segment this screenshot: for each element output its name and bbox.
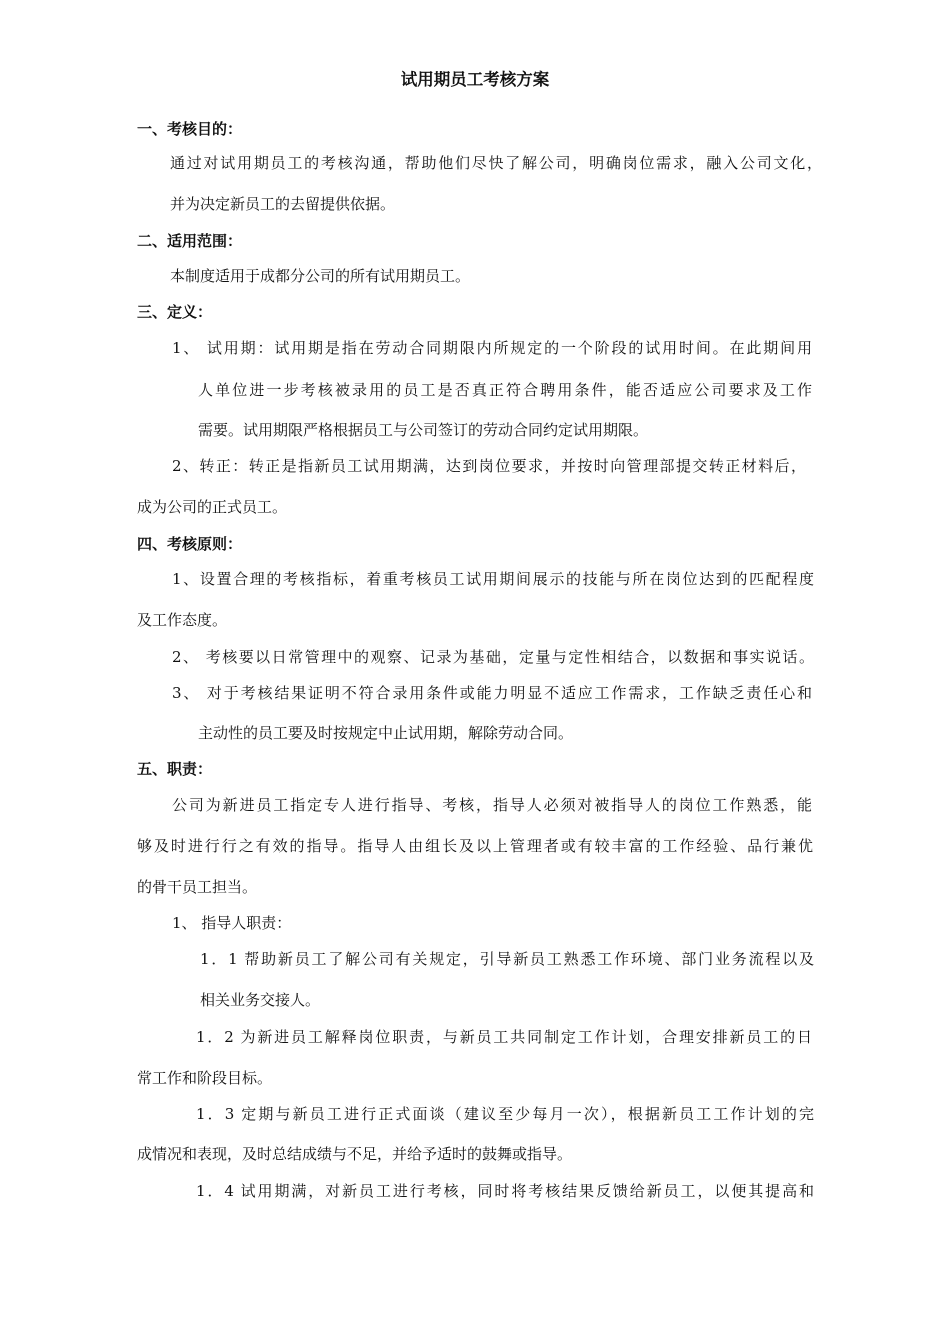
paragraph-line: 通过对试用期员工的考核沟通，帮助他们尽快了解公司，明确岗位需求，融入公司文化， (170, 154, 822, 172)
paragraph-line: 的骨干员工担当。 (137, 878, 258, 896)
paragraph-line: 1、 指导人职责： (172, 914, 292, 932)
paragraph-line: 1．4 试用期满，对新员工进行考核，同时将考核结果反馈给新员工，以便其提高和 (196, 1182, 814, 1200)
paragraph-line: 本制度适用于成都分公司的所有试用期员工。 (170, 267, 471, 285)
paragraph-line: 人单位进一步考核被录用的员工是否真正符合聘用条件，能否适应公司要求及工作 (198, 381, 812, 399)
paragraph-line: 1．3 定期与新员工进行正式面谈（建议至少每月一次），根据新员工工作计划的完 (196, 1105, 814, 1123)
paragraph-line: 常工作和阶段目标。 (137, 1069, 273, 1087)
paragraph-line: 2、 考核要以日常管理中的观察、记录为基础，定量与定性相结合，以数据和事实说话。 (172, 648, 814, 666)
paragraph-line: 主动性的员工要及时按规定中止试用期，解除劳动合同。 (198, 724, 574, 742)
section-heading-purpose: 一、考核目的： (137, 120, 243, 138)
section-heading-responsibilities: 五、职责： (137, 760, 213, 778)
paragraph-line: 3、 对于考核结果证明不符合录用条件或能力明显不适应工作需求，工作缺乏责任心和 (172, 684, 812, 702)
section-heading-principles: 四、考核原则： (137, 535, 243, 553)
section-heading-scope: 二、适用范围： (137, 232, 243, 250)
paragraph-line: 需要。试用期限严格根据员工与公司签订的劳动合同约定试用期限。 (198, 421, 649, 439)
paragraph-line: 成情况和表现，及时总结成绩与不足，并给予适时的鼓舞或指导。 (137, 1145, 573, 1163)
paragraph-line: 并为决定新员工的去留提供依据。 (170, 195, 396, 213)
paragraph-line: 1．2 为新进员工解释岗位职责，与新员工共同制定工作计划，合理安排新员工的日 (196, 1028, 812, 1046)
paragraph-line: 2、转正：转正是指新员工试用期满，达到岗位要求，并按时向管理部提交转正材料后， (172, 457, 806, 475)
paragraph-line: 相关业务交接人。 (200, 991, 321, 1009)
section-heading-definitions: 三、定义： (137, 303, 213, 321)
paragraph-line: 及工作态度。 (137, 611, 228, 629)
document-title: 试用期员工考核方案 (400, 70, 550, 89)
paragraph-line: 1、设置合理的考核指标，着重考核员工试用期间展示的技能与所在岗位达到的匹配程度 (172, 570, 814, 588)
paragraph-line: 1、 试用期：试用期是指在劳动合同期限内所规定的一个阶段的试用时间。在此期间用 (172, 339, 812, 357)
paragraph-line: 公司为新进员工指定专人进行指导、考核，指导人必须对被指导人的岗位工作熟悉，能 (172, 796, 812, 814)
paragraph-line: 成为公司的正式员工。 (137, 498, 288, 516)
paragraph-line: 够及时进行行之有效的指导。指导人由组长及以上管理者或有较丰富的工作经验、品行兼优 (137, 837, 813, 855)
paragraph-line: 1．1 帮助新员工了解公司有关规定，引导新员工熟悉工作环境、部门业务流程以及 (200, 950, 814, 968)
